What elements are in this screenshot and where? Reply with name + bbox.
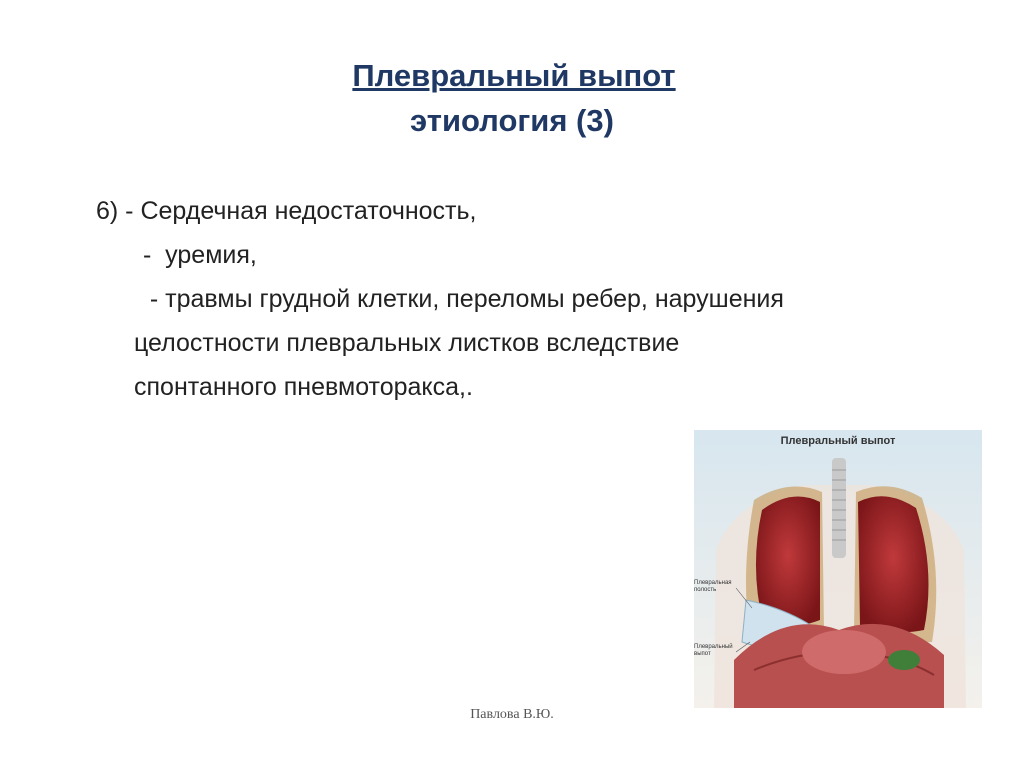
title-line-1: Плевральный выпот <box>352 58 676 93</box>
list-item: 6) - Сердечная недостаточность, <box>96 197 477 225</box>
slide-title <box>0 52 1024 142</box>
pleural-effusion-illustration <box>694 430 982 708</box>
list-item: - уремия, <box>136 241 257 269</box>
lungs-diagram <box>694 430 982 708</box>
list-item: - травмы грудной клетки, переломы ребер, нарушения <box>136 285 784 313</box>
etiology-list <box>96 189 996 409</box>
author-footer: Павлова В.Ю. <box>470 707 554 722</box>
title-line-2: этиология (3) <box>410 103 614 138</box>
illustration-caption: Плевральный выпот <box>780 435 896 447</box>
label-pleural-cavity: Плевральная полость <box>694 580 732 593</box>
list-item-continuation: спонтанного пневмоторакса,. <box>134 373 473 401</box>
list-item-continuation: целостности плевральных листков вследствие <box>134 329 680 357</box>
label-pleural-effusion: Плевральный выпот <box>694 644 733 657</box>
